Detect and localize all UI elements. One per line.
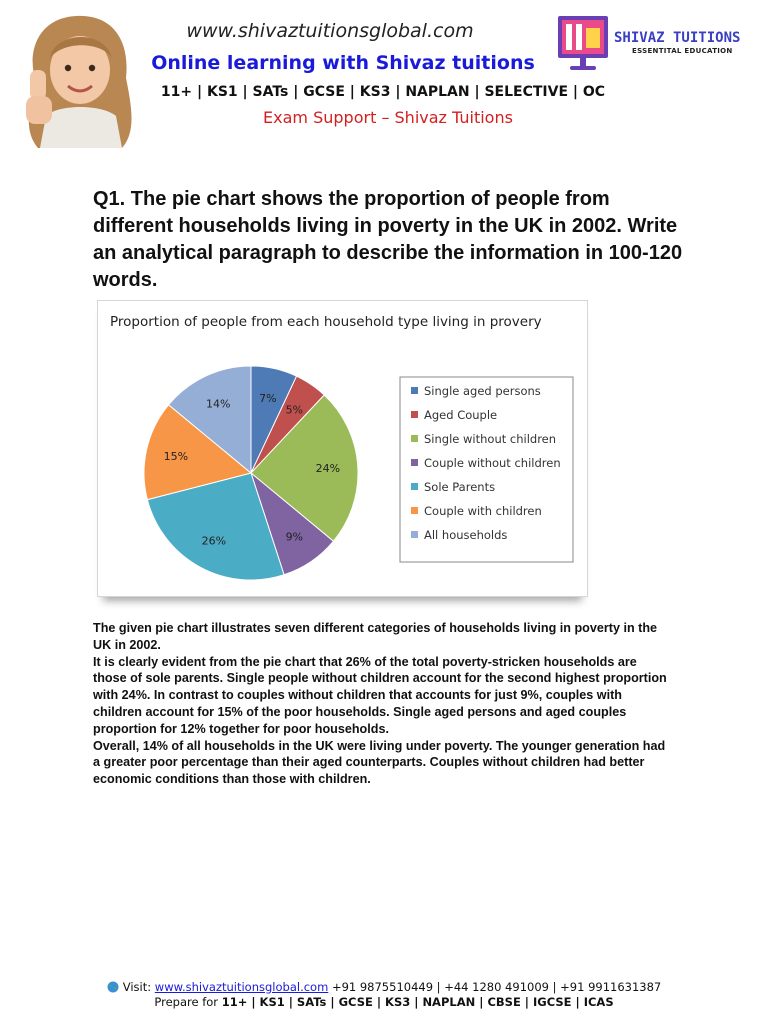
legend-swatch-aged-couple: [411, 411, 418, 418]
globe-icon: [107, 981, 119, 993]
tagline: Online learning with Shivaz tuitions: [151, 52, 535, 74]
pie-label-all-households: 14%: [205, 397, 231, 411]
legend-swatch-single-aged-persons: [411, 387, 418, 394]
pie-label-sole-parents: 26%: [201, 534, 227, 548]
shivaz-logo: [556, 14, 744, 76]
prepare-label: Prepare for: [154, 995, 219, 1009]
pie-label-aged-couple: 5%: [285, 403, 304, 417]
chart-title: Proportion of people from each household type living in provery: [110, 314, 542, 330]
legend-label-all-households: All households: [424, 528, 508, 542]
answer-paragraph-3: Overall, 14% of all households in the UK were living under poverty. The younger generation had a greater poor percentage than their aged counterparts. Couples without children had better economic conditions than those with children.: [93, 738, 666, 787]
footer-contact: [0, 980, 768, 994]
answer-paragraph-2: It is clearly evident from the pie chart that 26% of the total poverty-stricken households are those of sole parents. Single people without children account for the second highest proportion with 24%. In contrast to couples without children that accounts for just 9%, couples with children account for 15% of the poor households. Single aged persons and aged couples proportion for 12% together for poor households.: [93, 654, 667, 736]
pie-chart-panel: [97, 300, 588, 597]
footer-prepare: [0, 995, 768, 1009]
legend-label-aged-couple: Aged Couple: [424, 408, 498, 422]
legend-label-couple-with-children: Couple with children: [424, 504, 542, 518]
pie-label-single-without-children: 24%: [315, 462, 341, 476]
pie-chart: [98, 301, 587, 596]
phone-numbers: +91 9875510449 | +44 1280 491009 | +91 9911631387: [331, 980, 662, 994]
pie-label-couple-without-children: 9%: [285, 530, 304, 544]
prepare-list: 11+ | KS1 | SATs | GCSE | KS3 | NAPLAN | CBSE | IGCSE | ICAS: [221, 995, 614, 1009]
legend-label-single-without-children: Single without children: [424, 432, 557, 446]
pie-label-couple-with-children: 15%: [163, 450, 189, 464]
answer-paragraph-1: The given pie chart illustrates seven different categories of households living in poverty in the UK in 2002.: [93, 621, 658, 652]
legend-swatch-couple-without-children: [411, 459, 418, 466]
website-link[interactable]: www.shivaztuitionsglobal.com: [154, 980, 329, 994]
girl-thumbs-up-image: [18, 12, 140, 150]
logo-subtitle: ESSENTITAL EDUCATION: [632, 47, 733, 55]
legend-swatch-all-households: [411, 531, 418, 538]
course-list: 11+ | KS1 | SATs | GCSE | KS3 | NAPLAN | SELECTIVE | OC: [160, 84, 606, 100]
pie-label-single-aged-persons: 7%: [259, 391, 277, 405]
visit-label: Visit:: [122, 980, 152, 994]
legend-label-sole-parents: Sole Parents: [424, 480, 496, 494]
site-url: www.shivaztuitionsglobal.com: [186, 20, 474, 42]
legend-swatch-sole-parents: [411, 483, 418, 490]
legend-swatch-single-without-children: [411, 435, 418, 442]
answer-text: [93, 620, 673, 788]
logo-name: SHIVAZ TUITIONS: [614, 30, 741, 46]
exam-support-line: Exam Support – Shivaz Tuitions: [263, 108, 513, 127]
legend-label-couple-without-children: Couple without children: [424, 456, 561, 470]
legend-swatch-couple-with-children: [411, 507, 418, 514]
question-text: Q1. The pie chart shows the proportion of people from different households living in poverty in the UK in 2002. Write an analytical paragraph to describe the information in 100-120 words.: [93, 188, 683, 291]
legend-label-single-aged-persons: Single aged persons: [424, 384, 541, 398]
monitor-logo-icon: [556, 14, 612, 74]
